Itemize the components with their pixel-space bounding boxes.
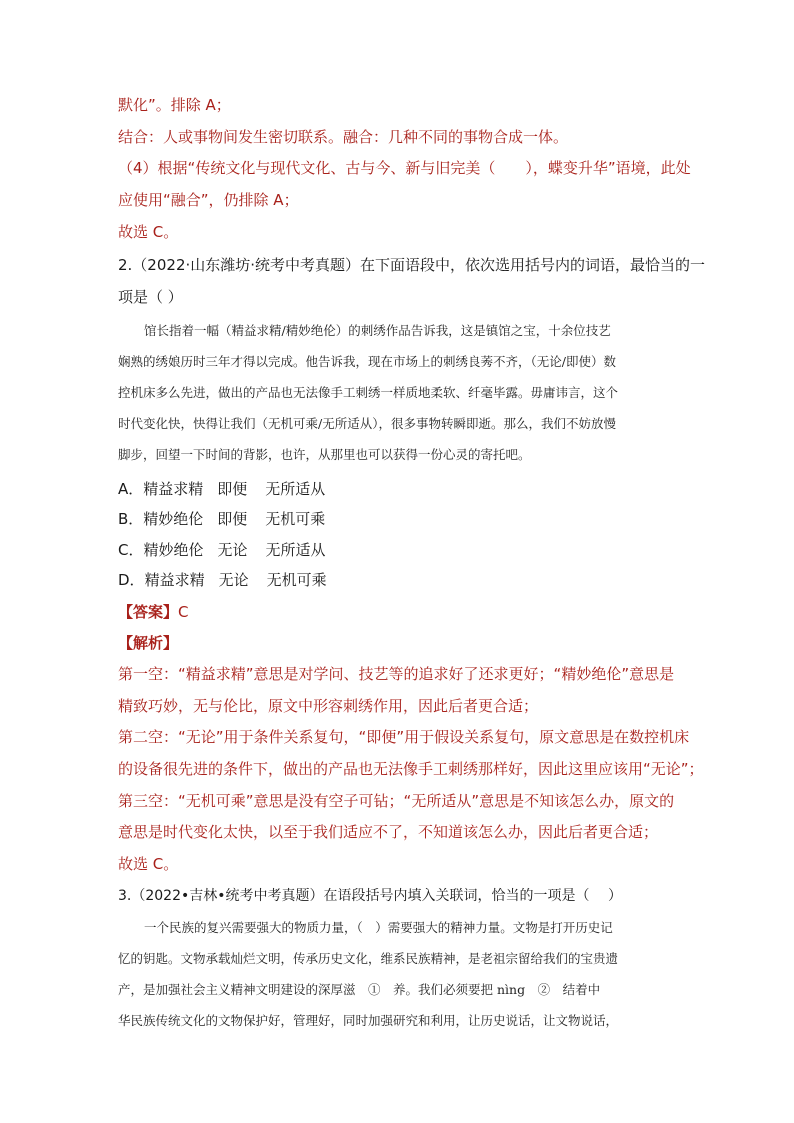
option-word-2: 即便 <box>217 510 248 528</box>
continuation-line-5: 故选 C。 <box>118 223 179 241</box>
q2-option-d <box>118 570 688 590</box>
option-word-3: 无机可乘 <box>265 510 326 528</box>
q2-option-b <box>118 509 688 529</box>
option-word-3: 无所适从 <box>265 480 326 498</box>
option-word-1: 精益求精 <box>143 480 204 498</box>
answer-tag: 【答案】 <box>118 603 179 621</box>
continuation-line-3: （4）根据“传统文化与现代文化、古与今、新与旧完美（ ），蝶变升华”语境，此处 <box>118 159 691 177</box>
q2-passage-line-3: 控机床多么先进，做出的产品也无法像手工刺绣一样质地柔软、纤毫毕露。毋庸讳言，这个 <box>118 385 619 400</box>
option-label: D． <box>118 571 145 589</box>
option-word-2: 无论 <box>217 541 248 559</box>
q2-answer <box>118 602 688 622</box>
q2-passage-line-2: 娴熟的绣娘历时三年才得以完成。他告诉我，现在市场上的刺绣良莠不齐，（无论/即使）数 <box>118 354 616 369</box>
q2-analysis-line-7: 故选 C。 <box>118 855 179 873</box>
q2-analysis-line-3: 第二空：“无论”用于条件关系复句，“即便”用于假设关系复句，原文意思是在数控机床 <box>118 728 690 746</box>
q2-passage-line-1: 馆长指着一幅（精益求精/精妙绝伦）的刺绣作品告诉我，这是镇馆之宝，十余位技艺 <box>144 323 611 338</box>
q2-option-a <box>118 479 688 499</box>
q2-stem-line-2: 项是（ ） <box>118 288 183 306</box>
option-word-1: 精益求精 <box>144 571 205 589</box>
q3-passage-line-3: 产，是加强社会主义精神文明建设的深厚滋 ① 养。我们必须要把 nìng ② 结着中 <box>118 982 601 997</box>
option-word-1: 精妙绝伦 <box>143 510 204 528</box>
continuation-line-4: 应使用“融合”，仍排除 A； <box>118 191 299 209</box>
q2-analysis-tag: 【解析】 <box>118 634 179 652</box>
option-label: A． <box>118 480 144 498</box>
continuation-line-1: 默化”。排除 A； <box>118 96 231 114</box>
q2-analysis-line-5: 第三空：“无机可乘”意思是没有空子可钻；“无所适从”意思是不知该怎么办，原文的 <box>118 792 675 810</box>
q2-option-c <box>118 540 688 560</box>
q3-passage-line-2: 忆的钥匙。文物承载灿烂文明，传承历史文化，维系民族精神，是老祖宗留给我们的宝贵遗 <box>118 951 619 966</box>
answer-value: C <box>178 603 189 621</box>
option-word-3: 无机可乘 <box>266 571 327 589</box>
option-word-1: 精妙绝伦 <box>143 541 204 559</box>
q3-stem: 3.（2022•吉林•统考中考真题）在语段括号内填入关联词，恰当的一项是（ ） <box>118 888 622 904</box>
option-label: B． <box>118 510 144 528</box>
q2-analysis-line-6: 意思是时代变化太快，以至于我们适应不了，不知道该怎么办，因此后者更合适； <box>118 823 659 841</box>
q3-passage-line-1: 一个民族的复兴需要强大的物质力量，（ ）需要强大的精神力量。文物是打开历史记 <box>144 920 613 935</box>
option-word-2: 无论 <box>218 571 249 589</box>
q2-analysis-line-2: 精致巧妙，无与伦比，原文中形容刺绣作用，因此后者更合适； <box>118 697 539 715</box>
q2-stem-line-1: 2.（2022·山东潍坊·统考中考真题）在下面语段中，依次选用括号内的词语，最恰当的一 <box>118 256 706 274</box>
q2-analysis-line-4: 的设备很先进的条件下，做出的产品也无法像手工刺绣那样好，因此这里应该用“无论”； <box>118 760 704 778</box>
q2-analysis-line-1: 第一空：“精益求精”意思是对学问、技艺等的追求好了还求更好；“精妙绝伦”意思是 <box>118 665 675 683</box>
q3-passage-line-4: 华民族传统文化的文物保护好，管理好，同时加强研究和利用，让历史说话，让文物说话， <box>118 1013 619 1028</box>
continuation-line-2: 结合：人或事物间发生密切联系。融合：几种不同的事物合成一体。 <box>118 128 569 146</box>
q2-passage-line-5: 脚步，回望一下时间的背影，也许，从那里也可以获得一份心灵的寄托吧。 <box>118 447 531 462</box>
q2-passage-line-4: 时代变化快，快得让我们（无机可乘/无所适从），很多事物转瞬即逝。那么，我们不妨放慢 <box>118 416 616 431</box>
option-word-3: 无所适从 <box>265 541 326 559</box>
option-label: C． <box>118 541 144 559</box>
option-word-2: 即便 <box>217 480 248 498</box>
